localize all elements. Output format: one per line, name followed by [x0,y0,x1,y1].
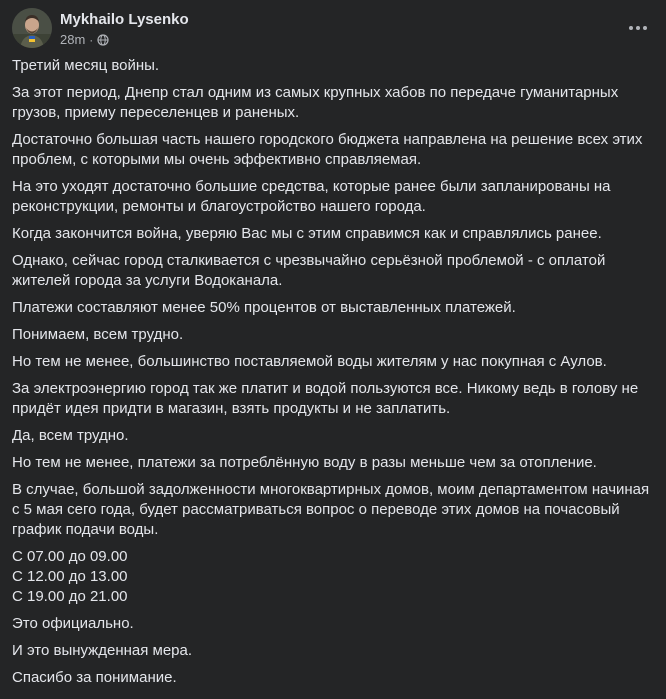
more-horizontal-icon [628,25,648,31]
globe-icon[interactable] [97,34,109,46]
closing-line: Спасибо за понимание. [12,669,177,686]
post-paragraph: Достаточно большая часть нашего городского бюджета направлена на решение всех этих проблем, с которыми мы очень эффективно справляемая. [12,131,643,168]
avatar-image [12,8,52,48]
schedule-line: С 07.00 до 09.00 [12,548,128,565]
post-paragraph: Но тем не менее, платежи за потреблённую воду в разы меньше чем за отопление. [12,454,597,471]
closing-line: И это вынужденная мера. [12,642,193,659]
post-paragraph: Но тем не менее, большинство поставляемой воды жителям у нас покупная с Аулов. [12,353,607,370]
author-name[interactable]: Mykhailo Lysenko [60,11,189,28]
more-options-button[interactable] [622,12,654,44]
post-body [12,56,650,695]
post-meta [60,32,109,47]
meta-separator: · [89,32,94,47]
post-paragraph: Да, всем трудно. [12,427,129,444]
post-paragraph: Платежи составляют менее 50% процентов от выставленных платежей. [12,299,516,316]
post-paragraph: Третий месяц войны. [12,57,160,74]
post-header [12,8,654,48]
schedule-line: С 12.00 до 13.00 [12,568,128,585]
post-paragraph: Понимаем, всем трудно. [12,326,184,343]
author-avatar[interactable] [12,8,52,48]
post-paragraph: За этот период, Днепр стал одним из самых крупных хабов по передаче гуманитарных грузов, приему переселенцев и раненых. [12,84,619,121]
closing-line: Это официально. [12,615,134,632]
post-paragraph: Когда закончится война, уверяю Вас мы с этим справимся как и справлялись ранее. [12,225,602,242]
schedule-line: С 19.00 до 21.00 [12,588,128,605]
post-paragraph: Однако, сейчас город сталкивается с чрезвычайно серьёзной проблемой - с оплатой жителей города за услуги Водоканала. [12,252,606,289]
post-paragraph: На это уходят достаточно большие средства, которые ранее были запланированы на реконструкции, ремонты и благоустройство нашего города. [12,178,611,215]
post-paragraph: За электроэнергию город так же платит и водой пользуются все. Никому ведь в голову не придёт идея придти в магазин, взять продукты и не заплатить. [12,380,639,417]
post-time[interactable]: 28m [60,32,86,47]
post-paragraph: В случае, большой задолженности многоквартирных домов, моим департаментом начиная с 5 мая сего года, будет рассматриваться вопрос о переводе этих домов на почасовый график подачи воды. [12,481,650,538]
